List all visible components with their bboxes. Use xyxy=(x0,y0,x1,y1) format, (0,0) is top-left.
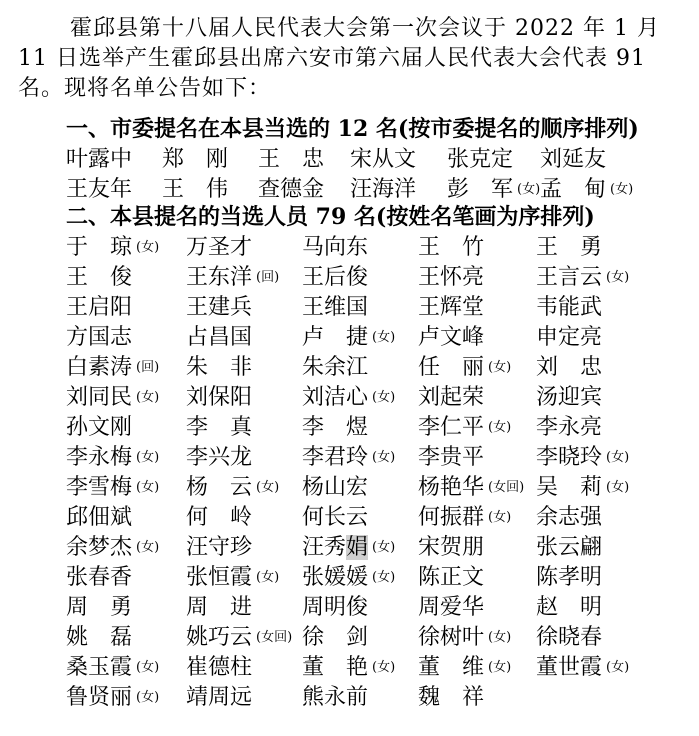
representative-name: 卢 捷 xyxy=(302,325,369,350)
representative-note: (女) xyxy=(606,270,630,285)
representative-note: (女) xyxy=(372,660,396,675)
representative-note: (女) xyxy=(488,510,512,525)
representative-name: 宋贺朋 xyxy=(418,535,485,560)
representative-name: 朱余江 xyxy=(302,355,369,380)
representative-name: 靖周远 xyxy=(186,685,253,710)
representative-name: 李永亮 xyxy=(536,415,603,440)
representative-name: 万圣才 xyxy=(186,235,253,260)
representative-name: 汪海洋 xyxy=(350,177,417,202)
representative-note: (女) xyxy=(488,360,512,375)
representative-name: 李 真 xyxy=(186,415,253,440)
representative-name: 何 岭 xyxy=(186,505,253,530)
representative-name: 杨山宏 xyxy=(302,475,369,500)
representative-note: (女) xyxy=(372,450,396,465)
representative-note: (女) xyxy=(610,182,634,197)
representative-name: 周 勇 xyxy=(66,595,133,620)
representative-name: 王 勇 xyxy=(536,235,603,260)
representative-name: 于 琼 xyxy=(66,235,133,260)
representative-name: 徐晓春 xyxy=(536,625,603,650)
representative-name: 任 丽 xyxy=(418,355,485,380)
representative-name: 马向东 xyxy=(302,235,369,260)
representative-name: 韦能武 xyxy=(536,295,603,320)
representative-name: 方国志 xyxy=(66,325,133,350)
representative-name: 王怀亮 xyxy=(418,265,485,290)
representative-name: 王后俊 xyxy=(302,265,369,290)
representative-name: 王 竹 xyxy=(418,235,485,260)
intro-line-2: 11 日选举产生霍邱县出席六安市第六届人民代表大会代表 91 xyxy=(18,46,646,71)
representative-note: (女) xyxy=(488,660,512,675)
representative-name: 余梦杰 xyxy=(66,535,133,560)
representative-note: (女) xyxy=(136,660,160,675)
representative-name: 李 煜 xyxy=(302,415,369,440)
representative-name: 崔德柱 xyxy=(186,655,253,680)
representative-name: 王言云 xyxy=(536,265,603,290)
section1-heading: 一、市委提名在本县当选的 12 名(按市委提名的顺序排列) xyxy=(66,116,639,142)
representative-name: 王 俊 xyxy=(66,265,133,290)
representative-name: 王友年 xyxy=(66,177,133,202)
representative-name: 徐 剑 xyxy=(302,625,369,650)
representative-name: 王 伟 xyxy=(162,177,229,202)
representative-name: 李晓玲 xyxy=(536,445,603,470)
representative-name: 王启阳 xyxy=(66,295,133,320)
representative-note: (女回) xyxy=(488,480,525,495)
representative-name: 查德金 xyxy=(258,177,325,202)
representative-note: (女) xyxy=(136,450,160,465)
representative-name: 董世霞 xyxy=(536,655,603,680)
representative-note: (回) xyxy=(256,270,280,285)
representative-name: 徐树叶 xyxy=(418,625,485,650)
representative-name: 王维国 xyxy=(302,295,369,320)
representative-name: 占昌国 xyxy=(186,325,253,350)
representative-name: 王东洋 xyxy=(186,265,253,290)
representative-note: (女) xyxy=(606,480,630,495)
representative-name: 何振群 xyxy=(418,505,485,530)
intro-line-1: 霍邱县第十八届人民代表大会第一次会议于 2022 年 1 月 xyxy=(70,16,660,41)
representative-name: 陈正文 xyxy=(418,565,485,590)
representative-name: 吴 莉 xyxy=(536,475,603,500)
representative-name: 杨艳华 xyxy=(418,475,485,500)
representative-name: 李仁平 xyxy=(418,415,485,440)
representative-note: (女) xyxy=(136,540,160,555)
representative-note: (女) xyxy=(517,182,541,197)
representative-name: 刘同民 xyxy=(66,385,133,410)
representative-name: 李雪梅 xyxy=(66,475,133,500)
representative-name: 汪秀娟 xyxy=(302,535,369,560)
representative-name: 刘起荣 xyxy=(418,385,485,410)
representative-name: 余志强 xyxy=(536,505,603,530)
representative-name: 刘洁心 xyxy=(302,385,369,410)
representative-note: (女) xyxy=(256,480,280,495)
representative-name: 董 艳 xyxy=(302,655,369,680)
representative-note: (女) xyxy=(372,570,396,585)
representative-name: 魏 祥 xyxy=(418,685,485,710)
representative-name: 刘延友 xyxy=(540,147,607,172)
representative-name: 周 进 xyxy=(186,595,253,620)
representative-name: 叶露中 xyxy=(66,147,133,172)
representative-name: 刘 忠 xyxy=(536,355,603,380)
representative-name: 李贵平 xyxy=(418,445,485,470)
representative-name: 周爱华 xyxy=(418,595,485,620)
representative-name: 桑玉霞 xyxy=(66,655,133,680)
representative-name: 申定亮 xyxy=(536,325,603,350)
representative-name: 彭 军 xyxy=(447,177,514,202)
representative-name: 姚 磊 xyxy=(66,625,133,650)
representative-name: 陈孝明 xyxy=(536,565,603,590)
representative-name: 周明俊 xyxy=(302,595,369,620)
representative-name: 董 维 xyxy=(418,655,485,680)
representative-name: 赵 明 xyxy=(536,595,603,620)
representative-name: 朱 非 xyxy=(186,355,253,380)
representative-note: (女) xyxy=(606,450,630,465)
representative-name: 李永梅 xyxy=(66,445,133,470)
representative-name: 王辉堂 xyxy=(418,295,485,320)
representative-name: 熊永前 xyxy=(302,685,369,710)
representative-name: 张云翩 xyxy=(536,535,603,560)
representative-name: 李兴龙 xyxy=(186,445,253,470)
representative-name: 何长云 xyxy=(302,505,369,530)
representative-name: 孙文刚 xyxy=(66,415,133,440)
representative-name: 张春香 xyxy=(66,565,133,590)
representative-name: 李君玲 xyxy=(302,445,369,470)
representative-name: 杨 云 xyxy=(186,475,253,500)
intro-line-3: 名。现将名单公告如下： xyxy=(18,76,272,101)
representative-note: (女回) xyxy=(256,630,293,645)
representative-note: (女) xyxy=(606,660,630,675)
representative-note: (女) xyxy=(488,420,512,435)
representative-note: (女) xyxy=(372,390,396,405)
representative-note: (女) xyxy=(488,630,512,645)
representative-name: 张媛媛 xyxy=(302,565,369,590)
representative-note: (女) xyxy=(256,570,280,585)
representative-name: 孟 甸 xyxy=(540,177,607,202)
representative-name: 姚巧云 xyxy=(186,625,253,650)
representative-note: (女) xyxy=(136,390,160,405)
representative-name: 汪守珍 xyxy=(186,535,253,560)
representative-name: 宋从文 xyxy=(350,147,417,172)
representative-note: (女) xyxy=(136,480,160,495)
representative-name: 卢文峰 xyxy=(418,325,485,350)
representative-name: 邱佃斌 xyxy=(66,505,133,530)
representative-note: (女) xyxy=(372,540,396,555)
representative-name: 郑 刚 xyxy=(162,147,229,172)
section2-heading: 二、本县提名的当选人员 79 名(按姓名笔画为序排列) xyxy=(66,204,595,230)
representative-note: (回) xyxy=(136,360,160,375)
representative-name: 白素涛 xyxy=(66,355,133,380)
representative-name: 刘保阳 xyxy=(186,385,253,410)
representative-note: (女) xyxy=(372,330,396,345)
representative-name: 王建兵 xyxy=(186,295,253,320)
representative-name: 张恒霞 xyxy=(186,565,253,590)
representative-name: 汤迎宾 xyxy=(536,385,603,410)
representative-name: 王 忠 xyxy=(258,147,325,172)
representative-name: 张克定 xyxy=(447,147,514,172)
representative-note: (女) xyxy=(136,690,160,705)
representative-note: (女) xyxy=(136,240,160,255)
representative-name: 鲁贤丽 xyxy=(66,685,133,710)
